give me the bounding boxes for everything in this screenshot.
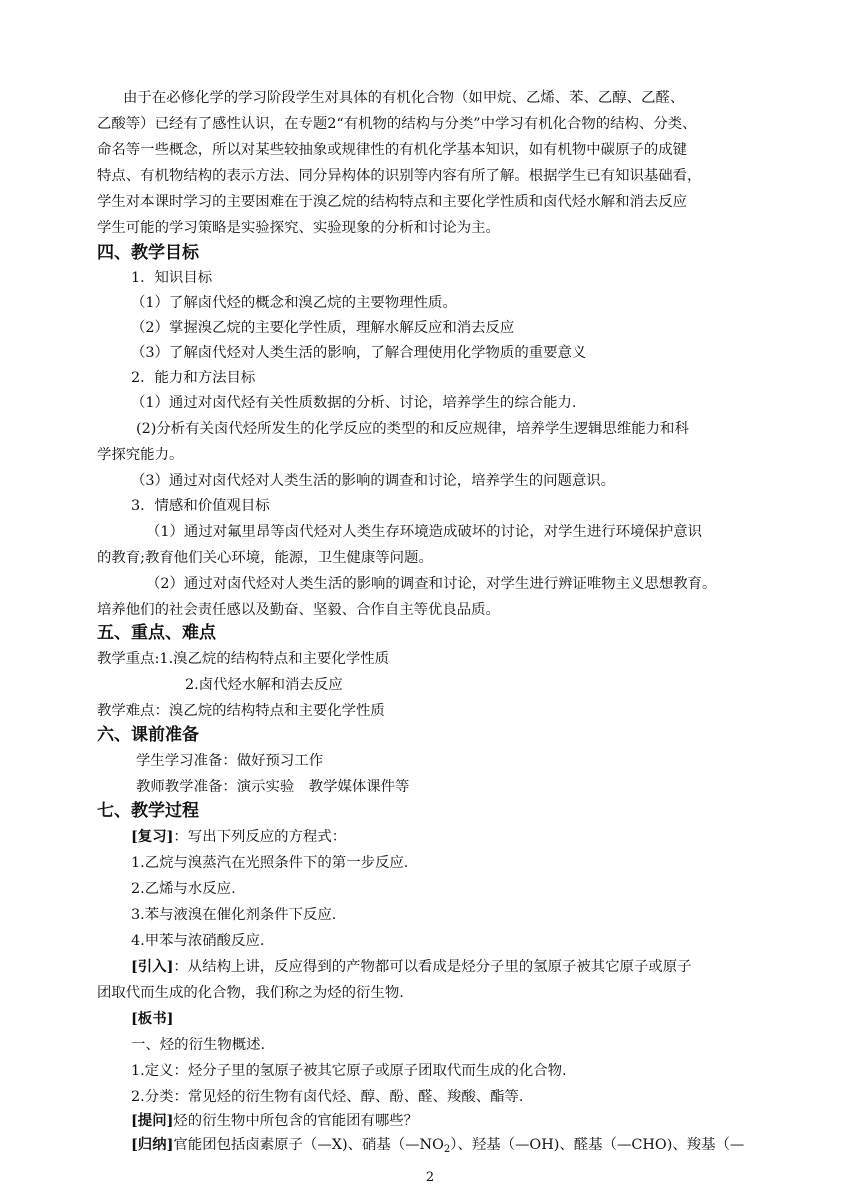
key-point: 教学重点:1.溴乙烷的结构特点和主要化学性质 xyxy=(97,651,390,667)
list-item: 学探究能力。 xyxy=(97,447,184,463)
subheading-knowledge: 1．知识目标 xyxy=(131,270,213,286)
list-item: （2）掌握溴乙烷的主要化学性质，理解水解反应和消去反应 xyxy=(131,320,515,336)
key-point: 2.卤代烃水解和消去反应 xyxy=(185,677,343,693)
paragraph-line: 特点、有机物结构的表示方法、同分异构体的识别等内容有所了解。根据学生已有知识基础看， xyxy=(97,168,702,184)
subheading-emotion: 3．情感和价值观目标 xyxy=(131,498,270,514)
list-item: （2）通过对卤代烃对人类生活的影响的调查和讨论，对学生进行辨证唯物主义思想教育。 xyxy=(146,576,717,592)
list-item: （1）通过对氟里昂等卤代烃对人类生存环境造成破坏的讨论，对学生进行环境保护意识 xyxy=(146,524,703,540)
intro-line: 团取代而生成的化合物，我们称之为烃的衍生物. xyxy=(97,985,404,1001)
list-item: 4.甲苯与浓硝酸反应. xyxy=(131,933,265,949)
section-heading-6: 六、课前准备 xyxy=(97,725,199,745)
board-line: 1.定义：烃分子里的氢原子被其它原子或原子团取代而生成的化合物. xyxy=(131,1063,567,1079)
review-line: [复习]：写出下列反应的方程式： xyxy=(131,828,347,845)
paragraph-line: 由于在必修化学的学习阶段学生对具体的有机化合物（如甲烷、乙烯、苯、乙醇、乙醛、 xyxy=(123,90,685,106)
list-item: （3）了解卤代烃对人类生活的影响，了解合理使用化学物质的重要意义 xyxy=(131,345,587,361)
paragraph-line: 命名等一些概念，所以对某些较抽象或规律性的有机化学基本知识，如有机物中碳原子的成键 xyxy=(97,142,688,158)
list-item: 3.苯与液溴在催化剂条件下反应. xyxy=(131,907,337,923)
list-item: 1.乙烷与溴蒸汽在光照条件下的第一步反应. xyxy=(131,855,409,871)
list-item: 的教育;教育他们关心环境，能源，卫生健康等问题。 xyxy=(97,550,433,566)
summary-tag: [归纳] xyxy=(131,1136,174,1153)
section-heading-4: 四、教学目标 xyxy=(97,243,199,263)
teacher-prep: 教师教学准备：演示实验 教学媒体课件等 xyxy=(136,779,410,795)
ask-tag: [提问] xyxy=(131,1112,174,1129)
student-prep: 学生学习准备：做好预习工作 xyxy=(136,753,324,769)
paragraph-line: 乙酸等）已经有了感性认识，在专题2“有机物的结构与分类”中学习有机化合物的结构、分类、 xyxy=(97,116,697,132)
list-item: （1）了解卤代烃的概念和溴乙烷的主要物理性质。 xyxy=(131,295,457,311)
list-item: (2)分析有关卤代烃所发生的化学反应的类型的和反应规律，培养学生逻辑思维能力和科 xyxy=(136,421,689,437)
list-item: 培养他们的社会责任感以及勤奋、坚毅、合作自主等优良品质。 xyxy=(97,602,500,618)
section-heading-7: 七、教学过程 xyxy=(97,801,199,821)
paragraph-line: 学生对本课时学习的主要困难在于溴乙烷的结构特点和主要化学性质和卤代烃水解和消去反应 xyxy=(97,194,688,210)
intro-tag: [引入] xyxy=(131,958,174,975)
review-tag: [复习] xyxy=(131,828,174,845)
list-item: 2.乙烯与水反应. xyxy=(131,881,236,897)
section-heading-5: 五、重点、难点 xyxy=(97,623,216,643)
board-line: 2.分类：常见烃的衍生物有卤代烃、醇、酚、醛、羧酸、酯等. xyxy=(131,1089,524,1105)
board-line: 一、烃的衍生物概述. xyxy=(131,1037,266,1053)
difficult-point: 教学难点：溴乙烷的结构特点和主要化学性质 xyxy=(97,703,385,719)
board-tag: [板书] xyxy=(131,1010,174,1027)
paragraph-line: 学生可能的学习策略是实验探究、实验现象的分析和讨论为主。 xyxy=(97,220,500,236)
intro-line: [引入]：从结构上讲，反应得到的产物都可以看成是烃分子里的氢原子被其它原子或原子 xyxy=(131,958,692,975)
summary-line: [归纳]官能团包括卤素原子（—X)、硝基$(—NO_2)$、羟基（—OH)、醛基（—CHO)、羧基（— xyxy=(131,1136,745,1155)
list-item: （3）通过对卤代烃对人类生活的影响的调查和讨论，培养学生的问题意识。 xyxy=(131,473,616,489)
question-line: [提问]烃的衍生物中所包含的官能团有哪些？ xyxy=(131,1112,419,1129)
list-item: （1）通过对卤代烃有关性质数据的分析、讨论，培养学生的综合能力． xyxy=(131,395,587,411)
subheading-ability: 2．能力和方法目标 xyxy=(131,370,256,386)
page-number: 2 xyxy=(425,1170,435,1185)
